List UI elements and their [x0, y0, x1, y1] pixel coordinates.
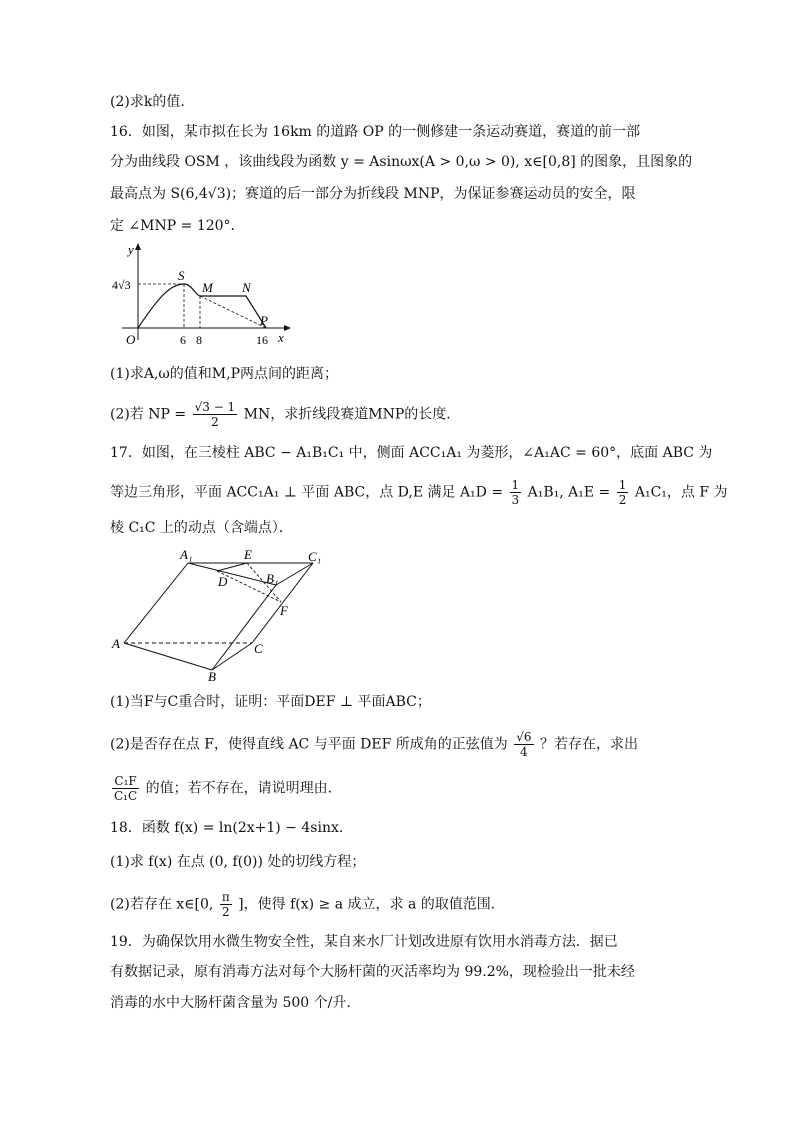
- q19-line2: 有数据记录，原有消毒方法对每个大肠杆菌的灭活率均为 99.2%，现检验出一批未经: [110, 964, 635, 980]
- q16-part2-frac: [193, 400, 238, 429]
- q17-part2-num: √6: [516, 730, 532, 744]
- q16-line3: 最高点为 S(6,4√3)；赛道的后一部分为折线段 MNP，为保证参赛运动员的安全，限: [110, 186, 636, 202]
- q17-label-a: A: [112, 636, 120, 651]
- q16-label-x: x: [278, 330, 284, 345]
- q16-curve-osm: [138, 284, 200, 328]
- q17-label-b: B: [208, 669, 216, 683]
- q16-y-arrow: [135, 243, 141, 250]
- q17-frac1-num: 1: [511, 478, 520, 492]
- q17-line2-post: A₁C₁，点 F 为: [634, 484, 728, 501]
- q17-part2-den: 4: [520, 745, 528, 759]
- q17-edge-b1c1: [276, 563, 313, 585]
- q17-label-c1: C₁: [308, 549, 322, 564]
- q16-label-m: M: [202, 280, 213, 295]
- q18-line1: 18．函数 f(x) = ln(2x+1) − 4sinx．: [110, 820, 353, 836]
- q17-seg-de: [217, 563, 247, 571]
- q16-part2-den: 2: [211, 415, 219, 429]
- q17-figure: [108, 545, 338, 683]
- q16-line1: 16．如图，某市拟在长为 16km 的道路 OP 的一侧修建一条运动赛道，赛道的前一部: [110, 124, 641, 140]
- q17-frac2-den: 2: [618, 493, 627, 507]
- q17-label-a1: A₁: [180, 547, 193, 562]
- q17-edge-a1b1: [188, 563, 279, 586]
- q16-label-n: N: [242, 280, 251, 295]
- q17-label-b1: B₁: [266, 571, 279, 586]
- q17-frac1-den: 3: [511, 493, 520, 507]
- q16-label-x8: 8: [196, 333, 202, 347]
- q18-part2-frac: [220, 890, 232, 919]
- q17-edge-bc: [212, 643, 252, 670]
- q17-line2-pre: 等边三角形，平面 ACC₁A₁ ⊥ 平面 ABC，点 D,E 满足 A₁D =: [110, 484, 504, 501]
- q16-line2: 分为曲线段 OSM ，该曲线段为函数 y = Asinωx(A > 0,ω > 0), x∈[0,8] 的图象，且图象的: [110, 154, 693, 170]
- q16-label-x16: 16: [256, 333, 268, 347]
- q17-line2: [110, 478, 728, 507]
- q18-part2-post: ]，使得 f(x) ≥ a 成立，求 a 的取值范围．: [238, 896, 505, 913]
- q19-line1: 19．为确保饮用水微生物安全性，某自来水厂计划改进原有饮用水消毒方法．据已: [110, 934, 618, 950]
- q17-part2: [110, 730, 638, 759]
- q18-part2-num: π: [221, 890, 230, 904]
- q18-part2: [110, 890, 505, 919]
- q16-line4: 定 ∠MNP = 120°．: [110, 218, 245, 234]
- q17-edge-ab: [124, 643, 212, 670]
- q17-part1: (1)当F与C重合时，证明：平面DEF ⊥ 平面ABC；: [110, 694, 431, 710]
- q17-edge-aa1: [124, 563, 188, 643]
- q17-part2b-num: C₁F: [112, 774, 139, 789]
- q16-label-s: S: [178, 268, 185, 283]
- q16-figure: [108, 240, 298, 348]
- q19-line3: 消毒的水中大肠杆菌含量为 500 个/升．: [110, 995, 361, 1011]
- q17-part2b-den: C₁C: [114, 789, 138, 803]
- q16-part2-post: MN，求折线段赛道MNP的长度．: [243, 406, 461, 423]
- q16-part2: [110, 400, 460, 429]
- q17-frac2-num: 1: [618, 478, 627, 492]
- q16-x-arrow: [284, 325, 291, 331]
- q17-part2b-post: 的值；若不存在，请说明理由．: [145, 780, 342, 797]
- q16-part2-pre: (2)若 NP =: [110, 406, 187, 423]
- q17-label-d: D: [218, 574, 228, 589]
- q16-label-y: y: [128, 242, 134, 257]
- q17-label-f: F: [280, 603, 288, 618]
- q16-label-origin: O: [126, 332, 136, 347]
- q17-edge-bb1: [212, 585, 276, 670]
- q16-label-ytick: 4√3: [112, 278, 131, 292]
- q17-label-c: C: [254, 641, 263, 656]
- q16-label-x6: 6: [180, 333, 186, 347]
- q18-part2-den: 2: [221, 905, 230, 919]
- q16-label-p: P: [260, 313, 268, 328]
- q16-part1: (1)求A,ω的值和M,P两点间的距离；: [110, 366, 339, 382]
- q16-part2-num: √3 − 1: [194, 400, 236, 414]
- q15-part2: (2)求k的值.: [110, 94, 185, 110]
- q17-part2b-frac: [112, 774, 139, 803]
- q17-part2-pre: (2)是否存在点 F，使得直线 AC 与平面 DEF 所成角的正弦值为: [110, 736, 508, 753]
- q17-part2-post: ？若存在，求出: [539, 736, 638, 753]
- q17-line1: 17．如图，在三棱柱 ABC − A₁B₁C₁ 中，侧面 ACC₁A₁ 为菱形，∠A₁AC = 60°，底面 ABC 为: [110, 445, 713, 461]
- q17-line2-mid: A₁B₁, A₁E =: [527, 484, 611, 501]
- q18-part1: (1)求 f(x) 在点 (0, f(0)) 处的切线方程；: [110, 854, 366, 870]
- q17-label-e: E: [244, 547, 252, 562]
- q17-line2-frac2: [617, 478, 629, 507]
- q17-line2-frac1: [510, 478, 522, 507]
- q17-part2b: [110, 774, 342, 803]
- q17-part2-frac: [514, 730, 533, 759]
- q17-line3: 棱 C₁C 上的动点（含端点）．: [110, 520, 293, 536]
- q18-part2-pre: (2)若存在 x∈[0,: [110, 896, 214, 913]
